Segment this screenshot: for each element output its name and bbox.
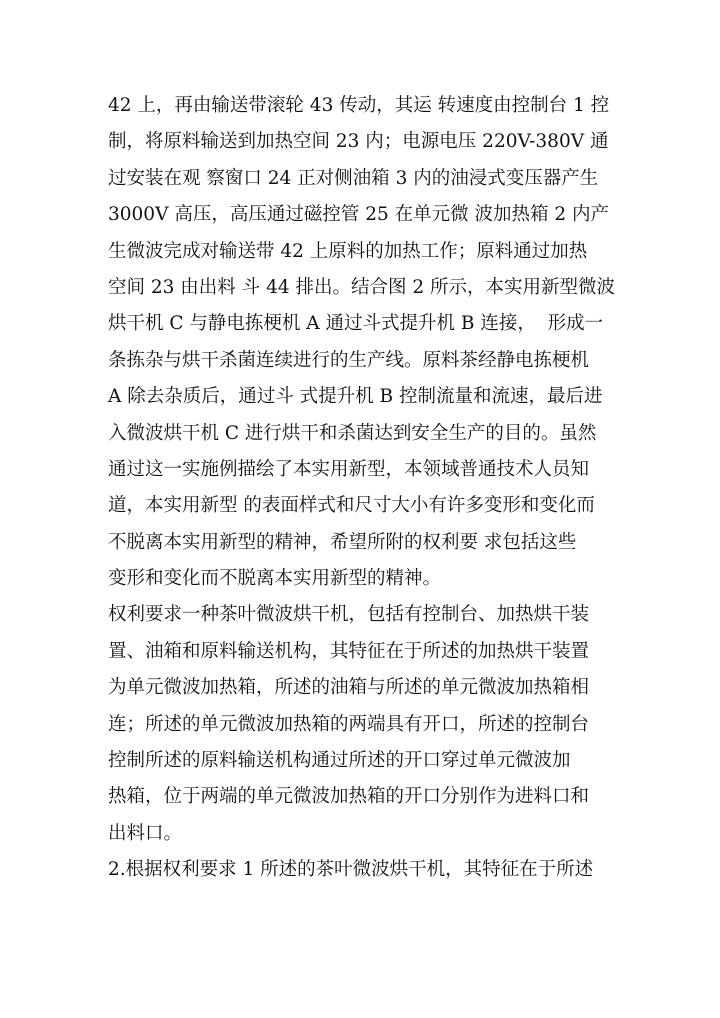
claim-1-line: 置、油箱和原料输送机构，其特征在于所述的加热烘干装置 bbox=[108, 640, 590, 662]
text-line: 道，本实用新型 的表面样式和尺寸大小有许多变形和变化而 bbox=[108, 495, 595, 517]
claim-1-line: 控制所述的原料输送机构通过所述的开口穿过单元微波加 bbox=[108, 750, 571, 772]
text-line: 烘干机 C 与静电拣梗机 A 通过斗式提升机 B 连接， 形成一 bbox=[108, 313, 604, 335]
claim-1-line: 为单元微波加热箱，所述的油箱与所述的单元微波加热箱相 bbox=[108, 677, 590, 699]
text-line: 不脱离本实用新型的精神，希望所附的权利要 求包括这些 bbox=[108, 531, 577, 553]
text-line: 过安装在观 察窗口 24 正对侧油箱 3 内的油浸式变压器产生 bbox=[108, 167, 599, 189]
claim-2-line: 2.根据权利要求 1 所述的茶叶微波烘干机，其特征在于所述 bbox=[108, 859, 594, 881]
text-line: 42 上，再由输送带滚轮 43 传动，其运 转速度由控制台 1 控 bbox=[108, 95, 610, 116]
patent-text-body bbox=[108, 88, 616, 889]
claim-1-line: 出料口。 bbox=[108, 822, 183, 844]
text-line: 通过这一实施例描绘了本实用新型，本领域普通技术人员知 bbox=[108, 458, 590, 480]
text-line: 变形和变化而不脱离本实用新型的精神。 bbox=[108, 568, 442, 590]
text-line: 3000V 高压，高压通过磁控管 25 在单元微 波加热箱 2 内产 bbox=[108, 204, 610, 226]
claim-1-line: 连；所述的单元微波加热箱的两端具有开口，所述的控制台 bbox=[108, 713, 590, 735]
text-line: 制，将原料输送到加热空间 23 内；电源电压 220V-380V 通 bbox=[108, 131, 609, 153]
text-line: 入微波烘干机 C 进行烘干和杀菌达到安全生产的目的。虽然 bbox=[108, 422, 597, 444]
text-line: A 除去杂质后，通过斗 式提升机 B 控制流量和流速，最后进 bbox=[108, 386, 603, 408]
text-line: 生微波完成对输送带 42 上原料的加热工作；原料通过加热 bbox=[108, 240, 588, 262]
claim-1-line: 热箱，位于两端的单元微波加热箱的开口分别作为进料口和 bbox=[108, 786, 590, 808]
claim-1-line: 权利要求一种茶叶微波烘干机，包括有控制台、加热烘干装 bbox=[108, 604, 590, 626]
text-line: 条拣杂与烘干杀菌连续进行的生产线。原料茶经静电拣梗机 bbox=[108, 349, 590, 371]
text-line: 空间 23 由出料 斗 44 排出。结合图 2 所示，本实用新型微波 bbox=[108, 276, 616, 298]
